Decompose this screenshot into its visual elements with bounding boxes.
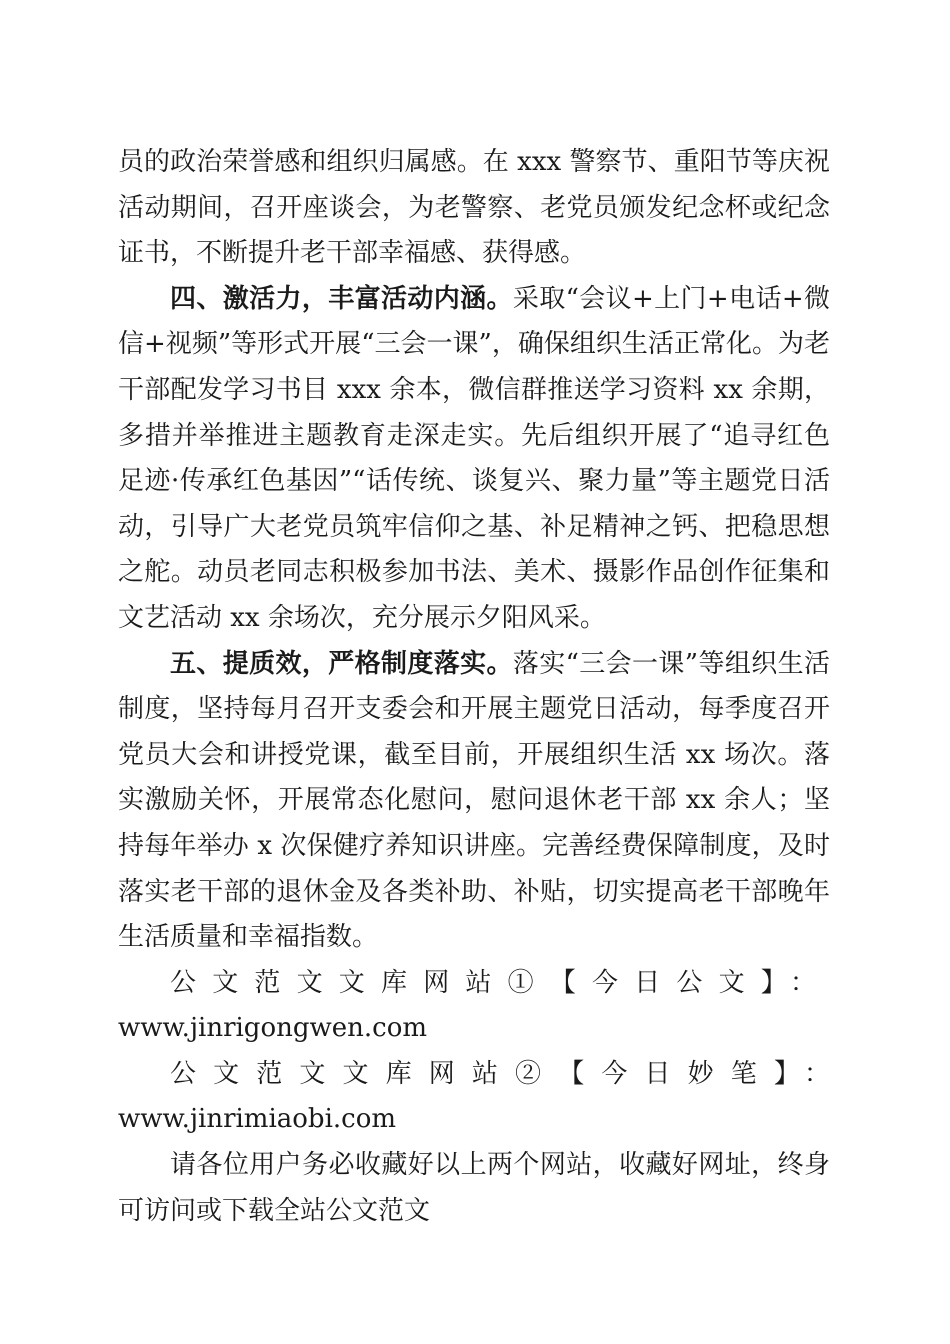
footer-site1-url[interactable]: www.jinrigongwen.com [118,1013,428,1044]
section-5-body: 落实“三会一课”等组织生活制度，坚持每月召开支委会和开展主题党日活动，每季度召开党员大会和讲授党课，截至目前，开展组织生活 xx 场次。落实激励关怀，开展常态化慰问，慰问退休老干部 xx 余人；坚持每年举办 x 次保健疗养知识讲座。完善经费保障制度，及时落实老干部的退休金及各类补助、补贴，切实提高老干部晚年生活质量和幸福指数。 [118,648,830,953]
section-5-paragraph [118,642,830,961]
footer-site2-label: 公文范文文库网站②【今日妙笔】： [170,1058,830,1089]
footer-site2-line [118,1052,830,1143]
section-5-heading: 五、提质效，严格制度落实。 [170,648,513,679]
document-page [118,140,830,1234]
footer-site2-url[interactable]: www.jinrimiaobi.com [118,1104,397,1135]
footer-site1-label: 公文范文文库网站①【今日公文】： [170,967,830,998]
section-4-body: 采取“会议+上门+电话+微信+视频”等形式开展“三会一课”，确保组织生活正常化。为老干部配发学习书目 xxx 余本，微信群推送学习资料 xx 余期，多措并举推进主题教育走深走实。先后组织开展了“追寻红色足迹·传承红色基因”“话传统、谈复兴、聚力量”等主题党日活动，引导广大老党员筑牢信仰之基、补足精神之钙、把稳思想之舵。动员老同志积极参加书法、美术、摄影作品创作征集和文艺活动 xx 余场次，充分展示夕阳风采。 [118,283,830,633]
footer-notice: 请各位用户务必收藏好以上两个网站，收藏好网址，终身可访问或下载全站公文范文 [118,1150,830,1226]
paragraph-continuation: 员的政治荣誉感和组织归属感。在 xxx 警察节、重阳节等庆祝活动期间，召开座谈会，为老警察、老党员颁发纪念杯或纪念证书，不断提升老干部幸福感、获得感。 [118,147,830,269]
section-4-paragraph [118,277,830,642]
section-4-heading: 四、激活力，丰富活动内涵。 [170,283,513,314]
